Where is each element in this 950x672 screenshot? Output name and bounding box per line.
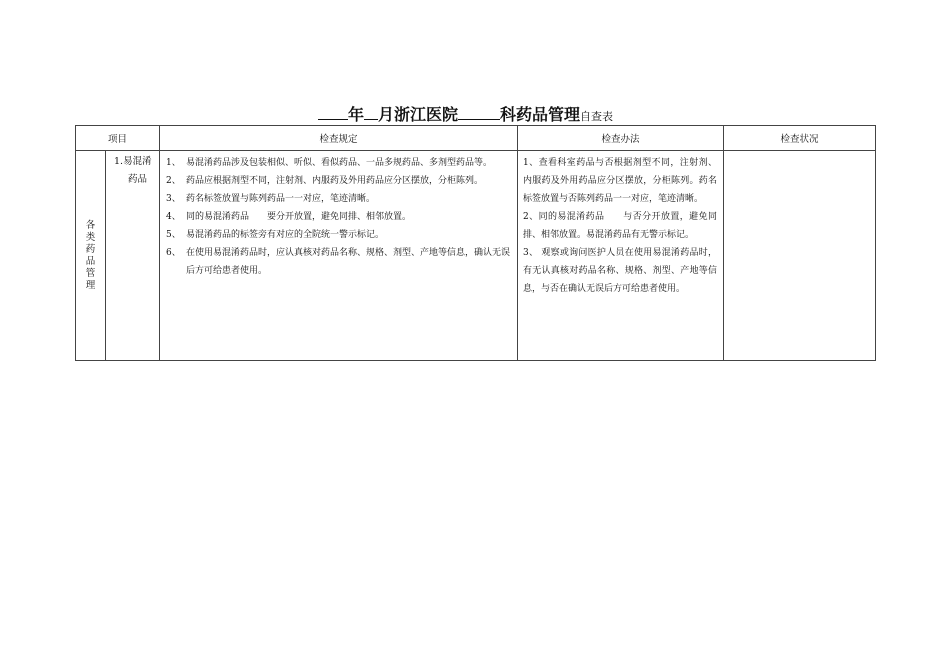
rule-text: 易混淆药品的标签旁有对应的全院统一警示标记。 [186, 230, 385, 240]
header-rules: 检查规定 [160, 126, 518, 151]
rule-item [166, 190, 513, 208]
rule-number: 2、 [166, 176, 181, 186]
title-tail: 自查表 [580, 110, 614, 123]
method-cell [518, 151, 724, 361]
method-item: 1、查看科室药品与否根据剂型不同，注射剂、内服药及外用药品应分区摆放，分柜陈列。药名标签放置与否陈列药品一一对应，笔迹清晰。 [523, 158, 718, 204]
header-row [76, 126, 876, 151]
category-cell [76, 151, 106, 361]
header-status: 检查状况 [724, 126, 876, 151]
subitem-line-1: 1.易混淆 [114, 156, 152, 167]
rule-item [166, 172, 513, 190]
rule-number: 6、 [166, 248, 181, 258]
rule-text: 易混淆药品涉及包装相似、听似、看似药品、一品多规药品、多剂型药品等。 [186, 158, 493, 168]
status-cell[interactable] [724, 151, 876, 361]
month-blank [364, 104, 378, 120]
rule-number: 1、 [166, 158, 181, 168]
rule-number: 5、 [166, 230, 181, 240]
subitem-line-2: 药品 [128, 174, 148, 185]
rule-item [166, 226, 513, 244]
rule-text: 药品应根据剂型不同，注射剂、内服药及外用药品应分区摆放，分柜陈列。 [186, 176, 484, 186]
rule-text: 在使用易混淆药品时，应认真核对药品名称、规格、剂型、产地等信息，确认无误后方可给患者使用。 [186, 248, 511, 276]
header-method: 检查办法 [518, 126, 724, 151]
rule-text: 药名标签放置与陈列药品一一对应，笔迹清晰。 [186, 194, 376, 204]
title-dept: 科药品管理 [500, 105, 581, 124]
table-row [76, 151, 876, 361]
subitem-cell [106, 151, 160, 361]
page-title [318, 104, 718, 127]
title-year: 年 [348, 105, 365, 124]
rule-item [166, 244, 513, 280]
category-label: 各类药品管理 [85, 219, 96, 291]
header-item: 项目 [76, 126, 160, 151]
rule-text: 同的易混淆药品 要分开放置，避免同排、相邻放置。 [186, 212, 412, 222]
rule-item [166, 154, 513, 172]
rule-number: 4、 [166, 212, 181, 222]
rules-cell [160, 151, 518, 361]
rule-item [166, 208, 513, 226]
inspection-table [75, 125, 876, 361]
title-month-hospital: 月浙江医院 [378, 105, 459, 124]
year-blank [318, 104, 348, 120]
method-item: 2、同的易混淆药品 与否分开放置，避免同排、相邻放置。易混淆药品有无警示标记。 [523, 212, 718, 240]
dept-blank [458, 104, 500, 120]
method-item: 3、 观察或询问医护人员在使用易混淆药品时，有无认真核对药品名称、规格、剂型、产地等信息，与否在确认无误后方可给患者使用。 [523, 248, 718, 294]
rule-number: 3、 [166, 194, 181, 204]
